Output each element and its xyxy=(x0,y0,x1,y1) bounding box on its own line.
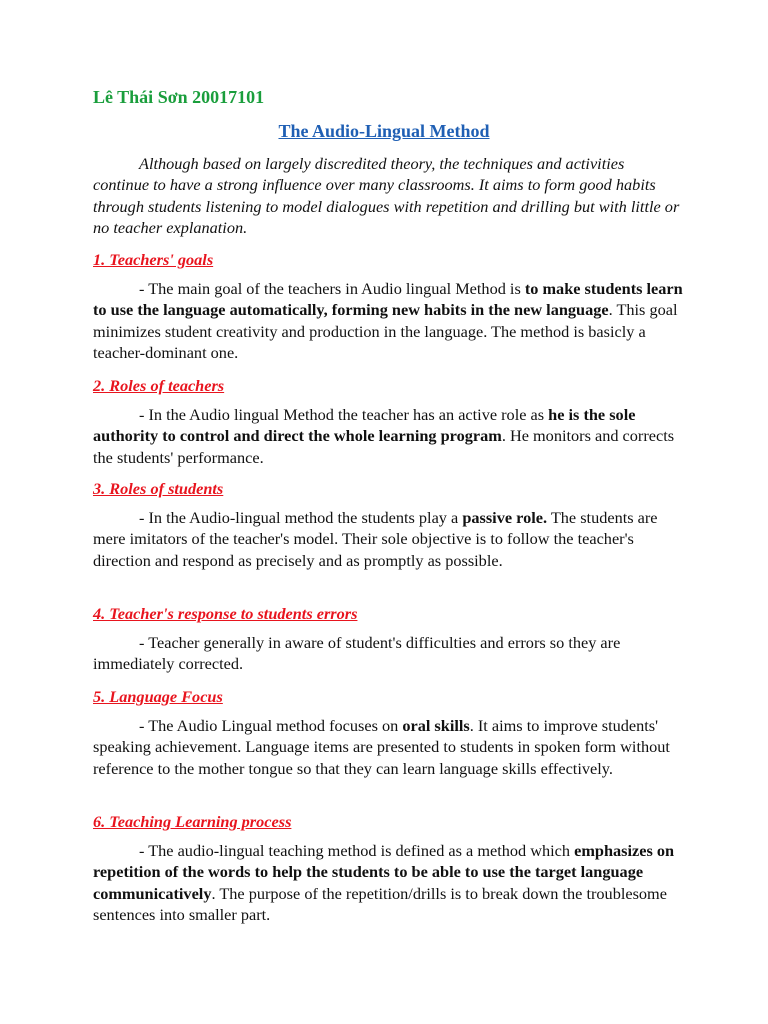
body-text: . He monitors and corrects the students' performance. xyxy=(93,426,675,467)
intro-paragraph: Although based on largely discredited theory, the techniques and activities continue to have a strong influence over many classrooms. It aims to form good habits through students listening to model dialogues with repetition and drilling but with little or no teacher explanation. xyxy=(93,154,680,237)
body-text: . It aims to improve students' speaking achievement. Language items are presented to students in spoken form without reference to the mother tongue so that they can learn language skills effectively. xyxy=(93,716,670,778)
body-text-bold: emphasizes on repetition of the words to help the students to be able to use the target language communicatively xyxy=(93,841,675,903)
body-text-bold: oral skills xyxy=(402,716,470,735)
section-body xyxy=(93,632,683,675)
section-roles-of-teachers xyxy=(93,375,683,468)
body-text: - The audio-lingual teaching method is defined as a method which xyxy=(139,841,575,860)
body-text: The students are mere imitators of the teacher's model. Their sole objective is to follow the teacher's direction and respond as precisely and as promptly as possible. xyxy=(93,508,658,570)
body-text: . The purpose of the repetition/drills is to break down the troublesome sentences into smaller part. xyxy=(93,883,667,924)
body-text: - In the Audio lingual Method the teacher has an active role as xyxy=(139,405,549,424)
section-body xyxy=(93,507,683,571)
body-text: . This goal minimizes student creativity and production in the language. The method is basicly a teacher-dominant one. xyxy=(93,300,678,362)
section-heading: 1. Teachers' goals xyxy=(93,250,214,269)
section-body xyxy=(93,278,683,363)
body-text: - Teacher generally in aware of student's difficulties and errors so they are immediately corrected. xyxy=(93,633,621,674)
document-title: The Audio-Lingual Method xyxy=(278,121,490,141)
section-heading: 4. Teacher's response to students errors xyxy=(93,604,358,623)
section-roles-of-students xyxy=(93,478,683,571)
section-body xyxy=(93,715,683,779)
section-body xyxy=(93,840,683,925)
body-text: - In the Audio-lingual method the students play a xyxy=(139,508,463,527)
section-heading: 3. Roles of students xyxy=(93,479,224,498)
section-heading: 6. Teaching Learning process xyxy=(93,812,292,831)
section-body xyxy=(93,404,683,468)
body-text-bold: passive role. xyxy=(462,508,548,527)
body-text-bold: he is the sole authority to control and direct the whole learning program xyxy=(93,405,636,446)
section-teachers-goals xyxy=(93,249,683,363)
body-text: - The Audio Lingual method focuses on xyxy=(139,716,403,735)
body-text-bold: to make students learn to use the language automatically, forming new habits in the new language xyxy=(93,279,683,320)
section-teaching-learning-process xyxy=(93,811,683,925)
body-text: - The main goal of the teachers in Audio lingual Method is xyxy=(139,279,525,298)
section-language-focus xyxy=(93,686,683,779)
section-heading: 5. Language Focus xyxy=(93,687,223,706)
section-teacher-response xyxy=(93,603,683,675)
author-line: Lê Thái Sơn 20017101 xyxy=(93,87,265,107)
section-heading: 2. Roles of teachers xyxy=(93,376,225,395)
